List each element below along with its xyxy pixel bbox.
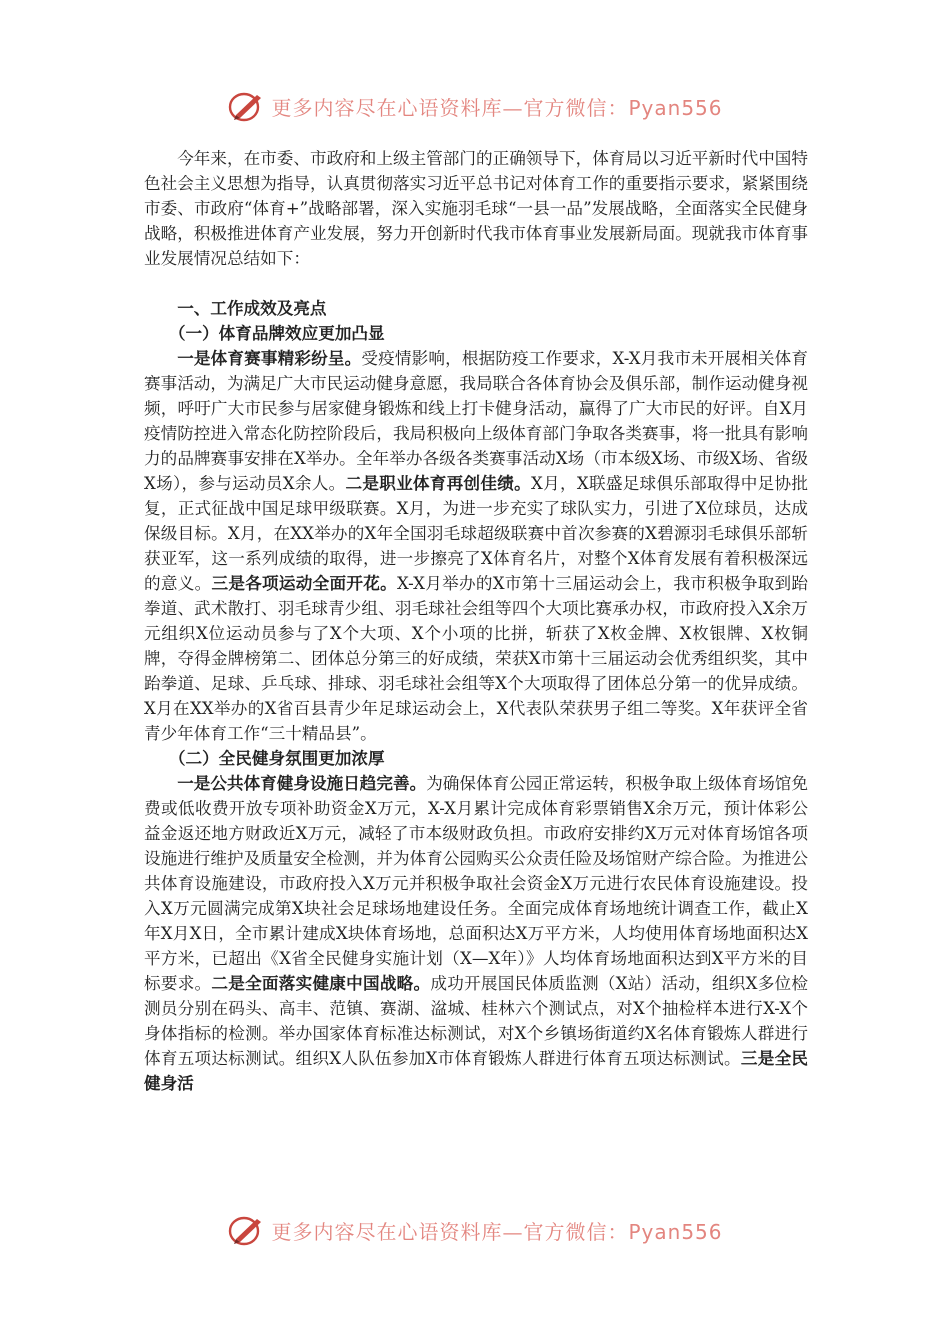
watermark-text: 更多内容尽在心语资料库—官方微信：Pyan556 — [271, 1219, 723, 1244]
section-heading: 一、工作成效及亮点 — [177, 298, 327, 318]
watermark-wechat-id: Pyan556 — [628, 1219, 723, 1244]
paragraph-fitness: 一是公共体育健身设施日趋完善。为确保体育公园正常运转，积极争取上级体育场馆免费或低收费开放专项补助资金X万元，X-X月累计完成体育彩票销售X余万元，预计体彩公益金返还地方财政近X万元，减轻了市本级财政负担。市政府安排约X万元对体育场馆各项设施进行维护及质量安全检测，并为体育公园购买公众责任险及场馆财产综合险。为推进公共体育设施建设，市政府投入X万元并积极争取社会资金X万元进行农民体育设施建设。投入X万元圆满完成第X块社会足球场地建设任务。全面完成体育场地统计调查工作，截止X年X月X日，全市累计建成X块体育场地，总面积达X万平方米，人均使用体育场地面积达X平方米，已超出《X省全民健身实施计划（X—X年）》人均体育场地面积达到X平方米的目标要求。二是全面落实健康中国战略。成功开展国民体质监测（X站）活动，组织X多位检测员分别在码头、高丰、范镇、赛湖、湓城、桂林六个测试点，对X个抽检样本进行X-X个身体指标的检测。举办国家体育标准达标测试，对X个乡镇场街道约X名体育锻炼人群进行体育五项达标测试。组织X人队伍参加X市体育锻炼人群进行体育五项达标测试。三是全民健身活 — [144, 773, 809, 1093]
pen-circle-logo-icon — [227, 89, 265, 123]
paragraph-brand: 一是体育赛事精彩纷呈。受疫情影响，根据防疫工作要求，X-X月我市未开展相关体育赛事活动，为满足广大市民运动健身意愿，我局联合各体育协会及俱乐部，制作运动健身视频，呼吁广大市民参与居家健身锻炼和线上打卡健身活动，赢得了广大市民的好评。自X月疫情防控进入常态化防控阶段后，我局积极向上级体育部门争取各类赛事，将一批具有影响力的品牌赛事安排在X举办。全年举办各级各类赛事活动X场（市本级X场、市级X场、省级X场），参与运动员X余人。二是职业体育再创佳绩。X月，X联盛足球俱乐部取得中足协批复，正式征战中国足球甲级联赛。X月，为进一步充实了球队实力，引进了X位球员，达成保级目标。X月，在XX举办的X年全国羽毛球超级联赛中首次参赛的X碧源羽毛球俱乐部斩获亚军，这一系列成绩的取得，进一步擦亮了X体育名片，对整个X体育发展有着积极深远的意义。三是各项运动全面开花。X-X月举办的X市第十三届运动会上，我市积极争取到跆拳道、武术散打、羽毛球青少组、羽毛球社会组等四个大项比赛承办权，市政府投入X余万元组织X位运动员参与了X个大项、X个小项的比拼，斩获了X枚金牌、X枚银牌、X枚铜牌，夺得金牌榜第二、团体总分第三的好成绩，荣获X市第十三届运动会优秀组织奖，其中跆拳道、足球、乒乓球、排球、羽毛球社会组等X个大项取得了团体总分第一的优异成绩。X月在XX举办的X省百县青少年足球运动会上，X代表队荣获男子组二等奖。X年获评全省青少年体育工作“三十精品县”。 — [144, 348, 809, 743]
subsection-heading-2: （二）全民健身氛围更加浓厚 — [168, 748, 385, 768]
lead-text: 二是全面落实健康中国战略。 — [211, 973, 431, 993]
document-body — [144, 146, 808, 1096]
lead-text: 一是公共体育健身设施日趋完善。 — [177, 773, 427, 793]
pen-circle-logo-icon — [227, 1213, 265, 1247]
watermark-wechat-id: Pyan556 — [628, 95, 723, 120]
lead-text: 二是职业体育再创佳绩。 — [345, 473, 532, 493]
lead-text: 三是全民健身活 — [144, 1048, 809, 1093]
watermark-banner-bottom — [0, 1210, 950, 1250]
subsection-heading-1: （一）体育品牌效应更加凸显 — [168, 323, 385, 343]
watermark-text: 更多内容尽在心语资料库—官方微信：Pyan556 — [271, 95, 723, 120]
intro-paragraph: 今年来，在市委、市政府和上级主管部门的正确领导下，体育局以习近平新时代中国特色社会主义思想为指导，认真贯彻落实习近平总书记对体育工作的重要指示要求，紧紧围绕市委、市政府“体育+”战略部署，深入实施羽毛球“一县一品”发展战略，全面落实全民健身战略，积极推进体育产业发展，努力开创新时代我市体育事业发展新局面。现就我市体育事业发展情况总结如下： — [144, 149, 808, 268]
lead-text: 三是各项运动全面开花。 — [211, 573, 397, 593]
lead-text: 一是体育赛事精彩纷呈。 — [177, 348, 362, 368]
watermark-banner-top — [0, 86, 950, 126]
